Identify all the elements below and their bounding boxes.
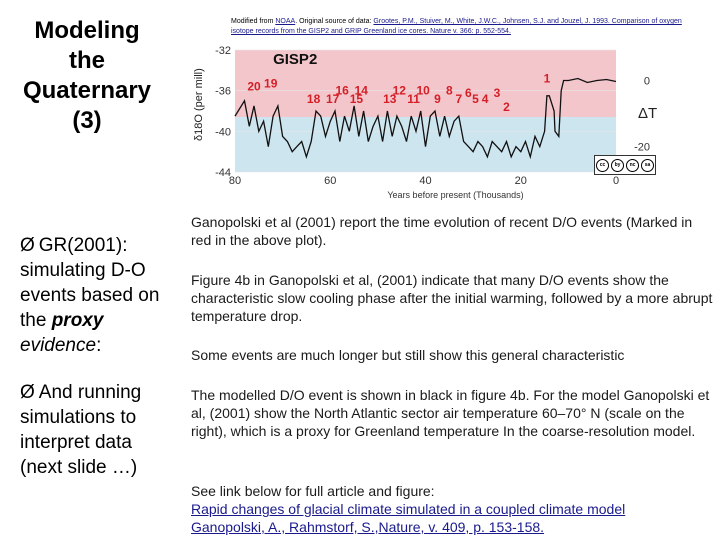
paragraph-modelled-event: The modelled D/O event is shown in black in figure 4b. For the model Ganopolski et al, (2001) show the North Atlantic sector air temperature 60–70° N (scale on the right), which is a proxy for Greenland temperature In the coarse-resolution model.	[191, 387, 710, 439]
sa-icon: sa	[641, 159, 654, 172]
paragraph-figure4b: Figure 4b in Ganopolski et al, (2001) indicate that many D/O events show the characteristic slow cooling phase after the initial warming, followed by a more abrupt temperature drop.	[191, 272, 713, 324]
event-label: 9	[434, 91, 441, 106]
by-icon: by	[611, 159, 624, 172]
bullet-simulating: Ø GR(2001): simulating D-O events based on the proxy evidence:	[20, 235, 160, 356]
delta-t-label: ΔT	[638, 105, 658, 123]
right-tick-label: 0	[643, 75, 650, 88]
event-label: 5	[472, 91, 479, 106]
bullet-arrow-icon: Ø	[20, 382, 35, 403]
bullet-running	[20, 380, 170, 480]
gisp2-chart	[188, 42, 673, 208]
paragraph-longer-events: Some events are much longer but still show this general characteristic	[191, 347, 625, 363]
event-label: 8	[445, 83, 453, 98]
event-label: 3	[493, 85, 501, 100]
bullet-arrow-icon: Ø	[20, 235, 35, 256]
bullet-emphasis: proxy	[51, 310, 104, 331]
event-label: 13	[383, 91, 397, 106]
bullet-text: And running simulations to interpret data (next slide …)	[20, 382, 142, 478]
event-label: 18	[306, 91, 321, 106]
license-badge	[594, 155, 656, 175]
reference-intro: See link below for full article and figure:	[191, 483, 435, 499]
event-label: 1	[543, 71, 551, 86]
reference-block	[191, 482, 716, 536]
x-tick-label: 20	[514, 175, 527, 187]
slide-title	[8, 16, 166, 136]
x-tick-label: 40	[419, 175, 432, 187]
bullet-text: GR(2001): simulating D-O events based on the	[20, 235, 160, 331]
nc-icon: nc	[626, 159, 639, 172]
x-tick-label: 60	[324, 175, 337, 187]
title-line: Modeling	[34, 17, 140, 44]
noaa-link[interactable]: NOAA	[275, 18, 296, 25]
source-note: Modified from NOAA. Original source of data: Grootes, P.M., Stuiver, M., White, J.W.C., Johnsen, S.J. and Jouzel, J. 1993. Comparison of oxygen isotope records from the GISP2 and GRIP Greenland ice cores. Nature v. 366: p. 552-554.	[231, 18, 682, 35]
title-line: (3)	[72, 107, 102, 134]
y-tick-label: -40	[215, 126, 231, 139]
title-line: Quaternary	[22, 77, 152, 104]
article-link[interactable]: Rapid changes of glacial climate simulated in a coupled climate model	[191, 501, 626, 517]
citation-link[interactable]: Ganopolski, A., Rahmstorf, S.,Nature, v. 409, p. 153-158.	[191, 519, 545, 535]
event-label: 14	[354, 83, 368, 98]
event-label: 7	[455, 91, 463, 106]
x-tick-label: 80	[228, 175, 242, 187]
y-tick-label: -32	[215, 45, 231, 57]
cc-icon: cc	[596, 159, 609, 172]
event-label: 16	[335, 83, 349, 98]
right-tick-label: -20	[634, 141, 650, 154]
title-line: the	[69, 47, 105, 74]
event-label: 6	[465, 85, 472, 100]
y-tick-label: -44	[215, 167, 231, 179]
y-tick-label: -36	[215, 85, 231, 98]
x-tick-label: 0	[612, 175, 620, 187]
chart-title: GISP2	[273, 51, 318, 68]
event-label: 2	[503, 100, 510, 114]
event-label: 12	[392, 83, 406, 98]
paragraph-report: Ganopolski et al (2001) report the time evolution of recent D/O events (Marked in red in the above plot).	[191, 214, 693, 248]
grootes-citation-link[interactable]: Grootes, P.M., Stuiver, M., White, J.W.C., Johnsen, S.J. and Jouzel, J. 1993. Comparison of oxygen isotope records from the GISP2 and GRIP Greenland ice cores. Nature v. 366: p. 552-554.	[231, 18, 682, 35]
event-label: 17	[325, 91, 340, 106]
event-label: 15	[349, 91, 364, 106]
event-label: 10	[416, 83, 430, 98]
event-label: 19	[264, 76, 278, 91]
x-axis-label: Years before present (Thousands)	[387, 190, 524, 200]
y-axis-label: δ18O (per mill)	[193, 68, 205, 141]
event-label: 20	[247, 79, 261, 94]
event-label: 11	[407, 91, 420, 106]
bullet-emphasis: evidence	[20, 335, 97, 356]
event-label: 4	[481, 91, 489, 106]
